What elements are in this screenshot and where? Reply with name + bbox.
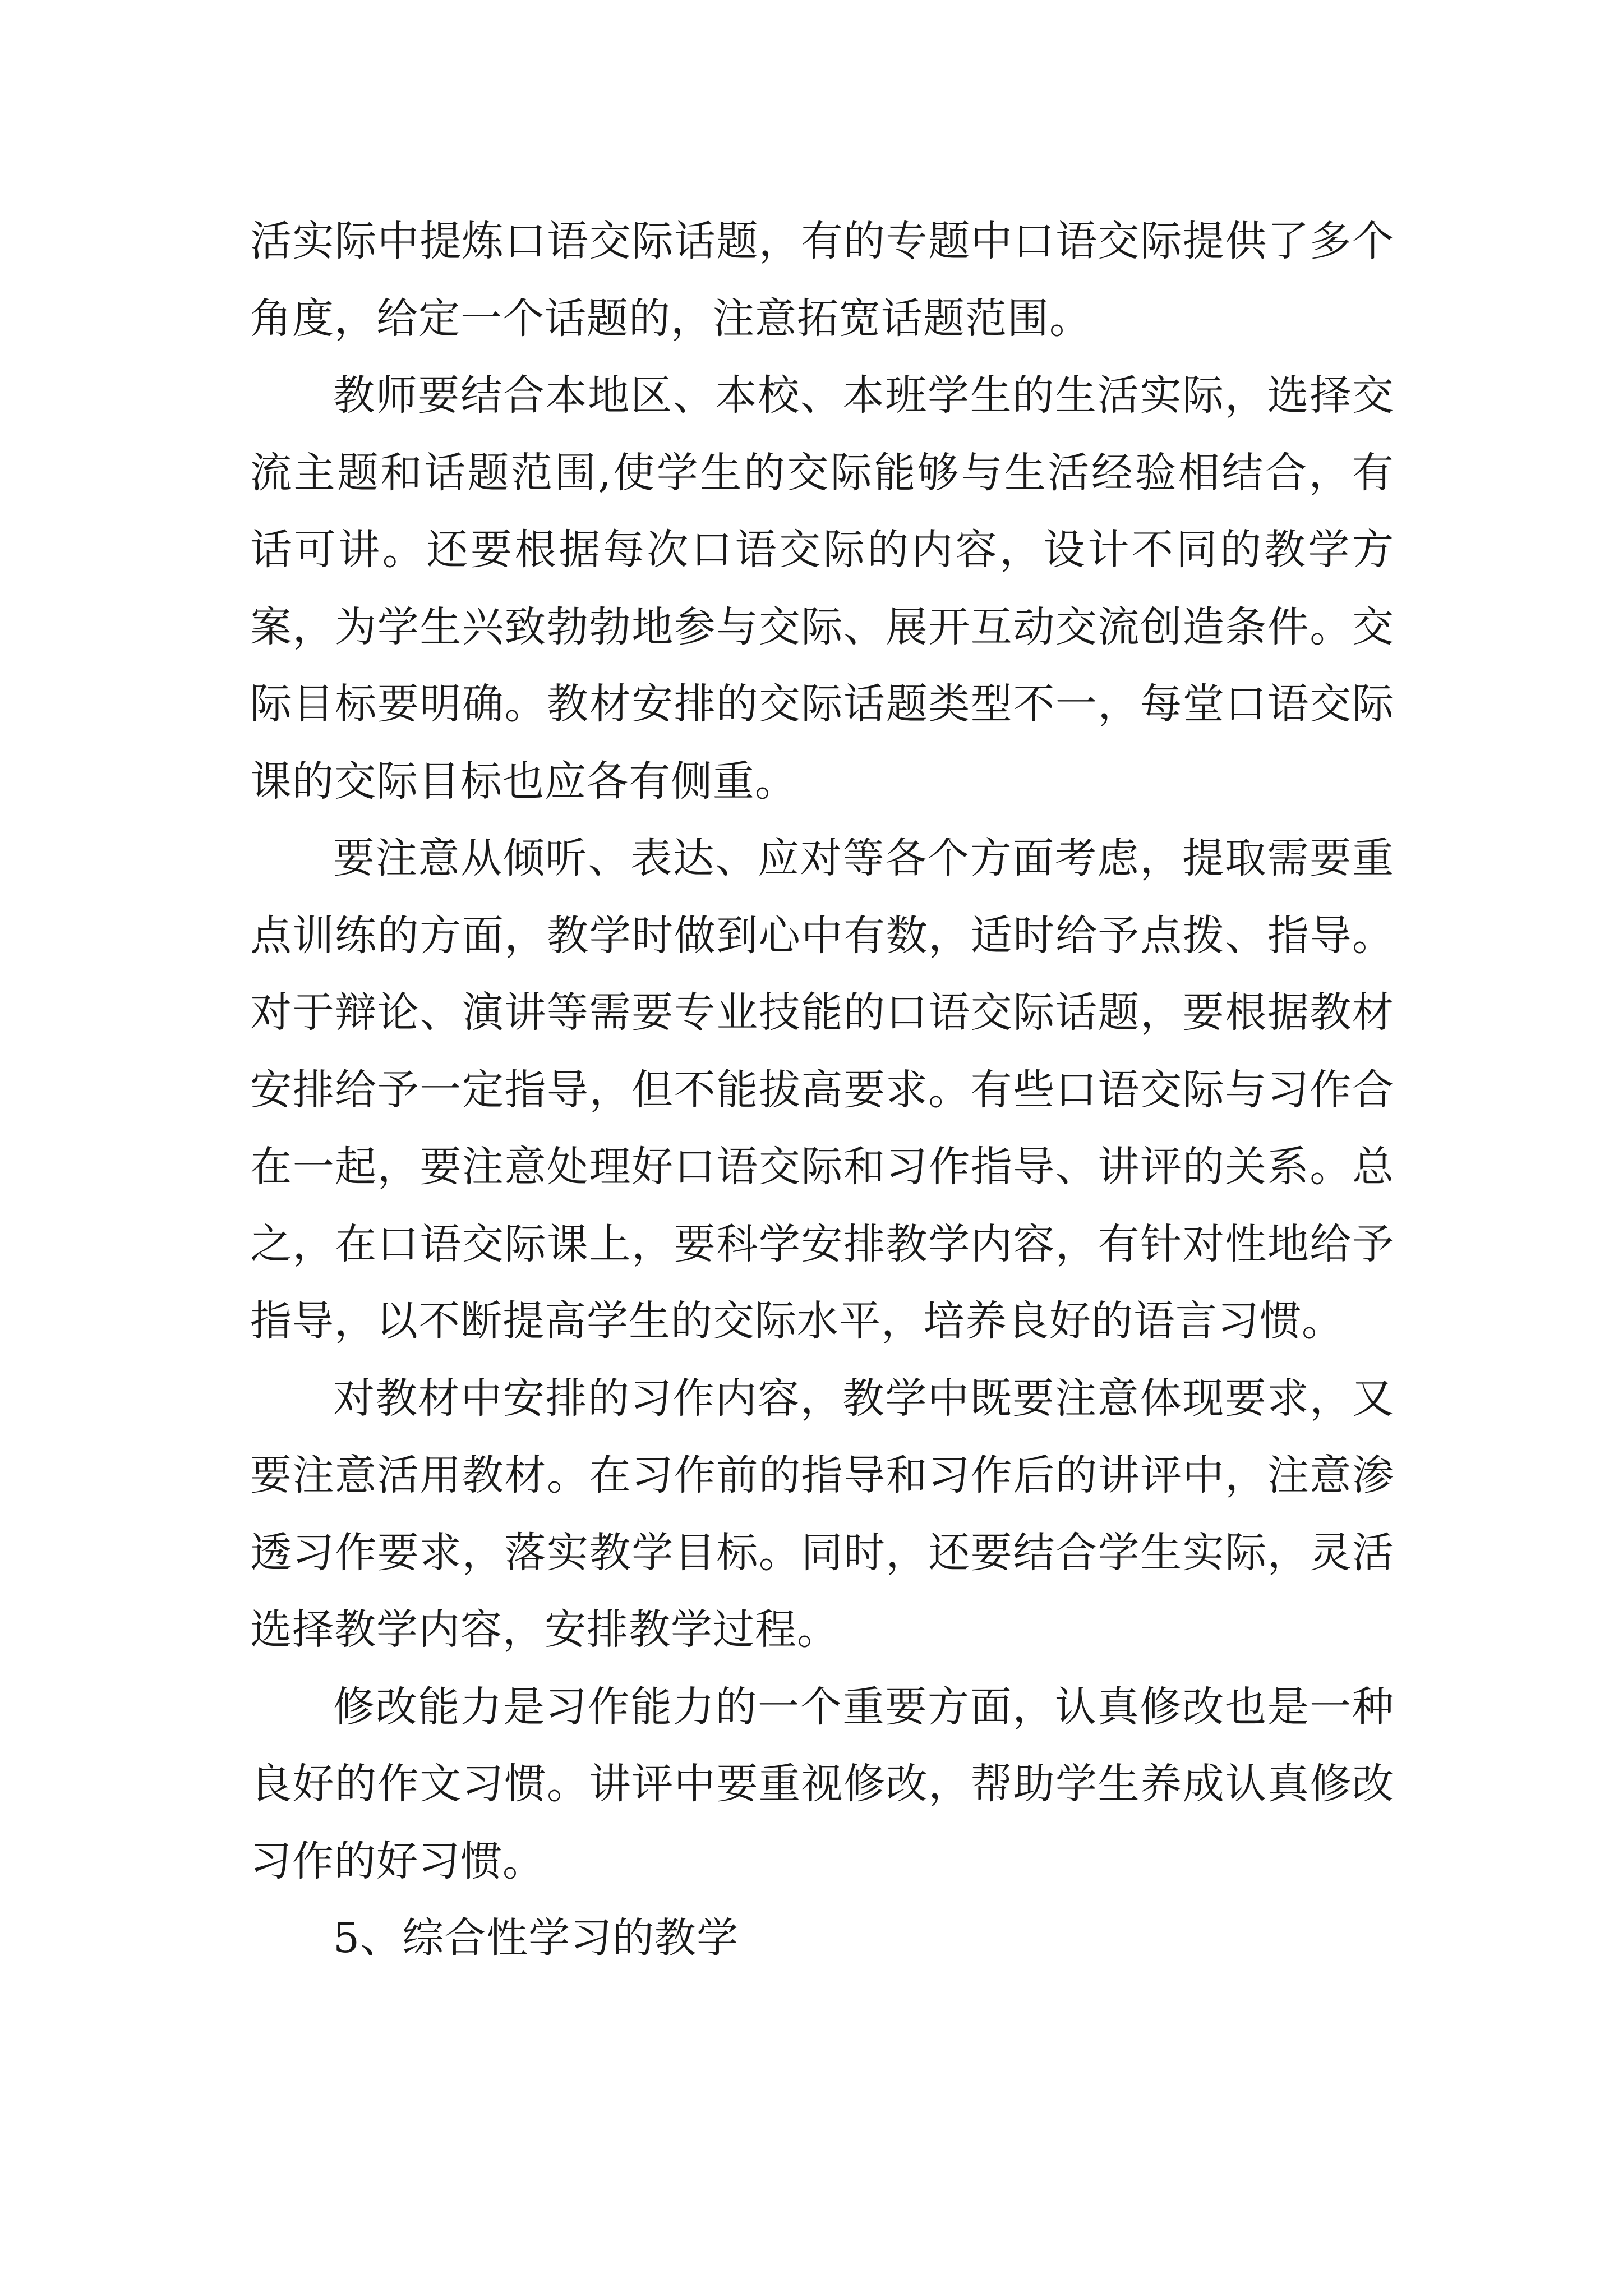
paragraph-revision-ability: 修改能力是习作能力的一个重要方面，认真修改也是一种良好的作文习惯。讲评中要重视修改，帮助学生养成认真修改习作的好习惯。 [250, 1682, 1394, 1885]
body-text [250, 203, 1394, 1977]
section-heading-comprehensive-learning: 5、综合性学习的教学 [333, 1914, 739, 1962]
paragraph-writing-content: 对教材中安排的习作内容，教学中既要注意体现要求，又要注意活用教材。在习作前的指导和习作后的讲评中，注意渗透习作要求，落实教学目标。同时，还要结合学生实际，灵活选择教学内容，安排教学过程。 [250, 1374, 1394, 1654]
paragraph-training-focus: 要注意从倾听、表达、应对等各个方面考虑，提取需要重点训练的方面，教学时做到心中有数，适时给予点拨、指导。对于辩论、演讲等需要专业技能的口语交际话题，要根据教材安排给予一定指导，但不能拔高要求。有些口语交际与习作合在一起，要注意处理好口语交际和习作指导、讲评的关系。总之，在口语交际课上，要科学安排教学内容，有针对性地给予指导，以不断提高学生的交际水平，培养良好的语言习惯。 [250, 834, 1394, 1345]
paragraph-topic-selection: 教师要结合本地区、本校、本班学生的生活实际，选择交流主题和话题范围,使学生的交际能够与生活经验相结合，有话可讲。还要根据每次口语交际的内容，设计不同的教学方案，为学生兴致勃勃地参与交际、展开互动交流创造条件。交际目标要明确。教材安排的交际话题类型不一，每堂口语交际课的交际目标也应各有侧重。 [250, 371, 1394, 806]
paragraph-continuation: 活实际中提炼口语交际话题，有的专题中口语交际提供了多个角度，给定一个话题的，注意拓宽话题范围。 [250, 217, 1394, 343]
